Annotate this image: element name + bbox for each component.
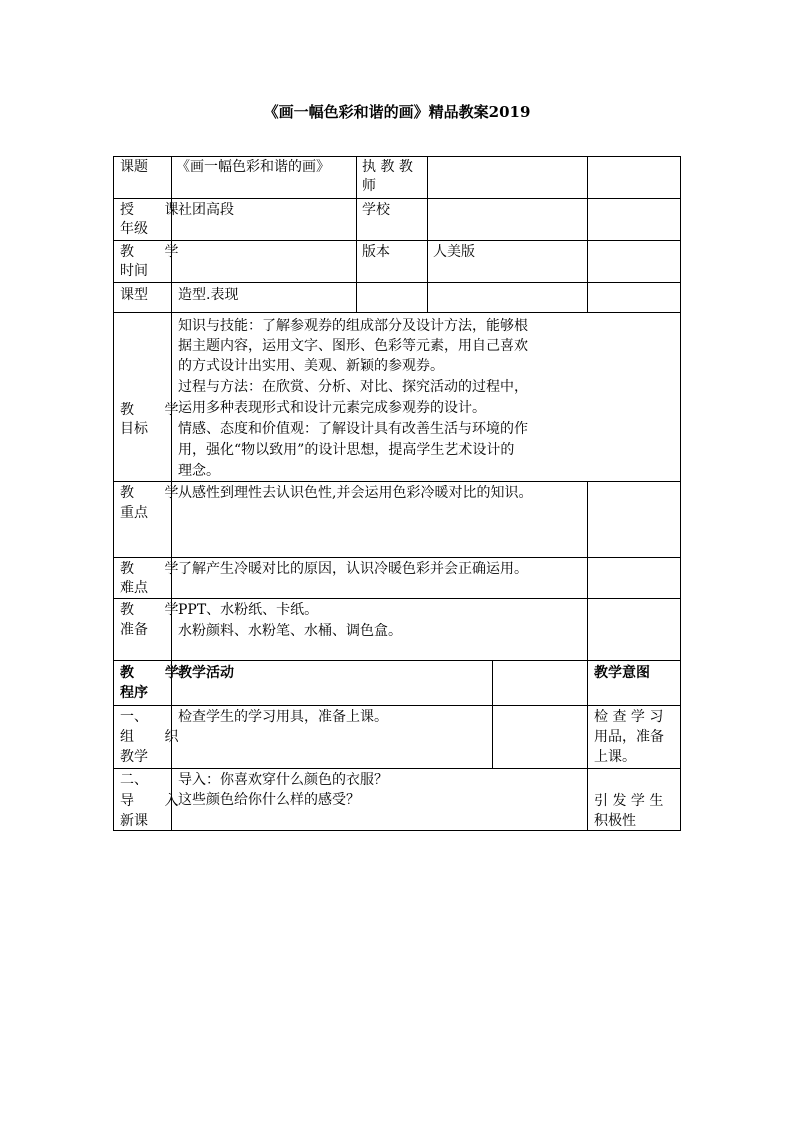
label-lesson-type: 课型 bbox=[120, 287, 148, 303]
difficulty-value: 了解产生冷暖对比的原因，认识冷暖色彩并会正确运用。 bbox=[178, 561, 528, 577]
stage-2-line1: 二、 bbox=[120, 772, 148, 788]
document-title: 《画一幅色彩和谐的画》精品教案2019 bbox=[263, 103, 531, 121]
label-objectives-line1: 教 学 bbox=[120, 402, 192, 418]
objective-line: 运用多种表现形式和设计元素完成参观券的设计。 bbox=[178, 400, 486, 416]
row-divider bbox=[113, 240, 681, 241]
label-edition: 版本 bbox=[362, 244, 390, 260]
column-divider bbox=[356, 156, 357, 312]
label-grade-line2: 年级 bbox=[120, 221, 148, 237]
row-divider bbox=[113, 312, 681, 313]
objective-line: 知识与技能：了解参观券的组成部分及设计方法，能够根 bbox=[178, 318, 528, 334]
stage-2-activity-line1: 导入：你喜欢穿什么颜色的衣服？ bbox=[178, 772, 388, 788]
row-divider bbox=[113, 282, 681, 283]
stage-2-line2: 导 入 bbox=[120, 793, 192, 809]
label-procedure-line2: 程序 bbox=[120, 685, 148, 701]
activity-header: 教学活动 bbox=[178, 665, 234, 681]
label-grade-line1: 授 课 bbox=[120, 202, 192, 218]
column-divider bbox=[427, 156, 428, 312]
label-preparation-line2: 准备 bbox=[120, 622, 148, 638]
label-school: 学校 bbox=[362, 202, 390, 218]
stage-2-activity-line2: 这些颜色给你什么样的感受？ bbox=[178, 792, 360, 808]
label-key-point-line2: 重点 bbox=[120, 505, 148, 521]
label-preparation-line1: 教 学 bbox=[120, 602, 192, 618]
stage-1-intent-line2: 用品，准备 bbox=[594, 729, 664, 745]
stage-1-activity: 检查学生的学习用具，准备上课。 bbox=[178, 709, 388, 725]
row-divider bbox=[113, 557, 681, 558]
grade-value: 社团高段 bbox=[178, 202, 234, 218]
row-divider bbox=[113, 768, 681, 769]
stage-1-line3: 教学 bbox=[120, 749, 148, 765]
preparation-line1: PPT、水粉纸、卡纸。 bbox=[178, 602, 319, 618]
objective-line: 据主题内容，运用文字、图形、色彩等元素，用自己喜欢 bbox=[178, 338, 528, 354]
label-time-line1: 教 学 bbox=[120, 244, 192, 260]
row-divider bbox=[113, 598, 681, 599]
row-divider bbox=[113, 198, 681, 199]
stage-2-line3: 新课 bbox=[120, 813, 148, 829]
label-key-point-line1: 教 学 bbox=[120, 485, 192, 501]
label-time-line2: 时间 bbox=[120, 263, 148, 279]
column-divider bbox=[492, 660, 493, 768]
stage-1-line2: 组 织 bbox=[120, 729, 192, 745]
label-procedure-line1: 教 学 bbox=[120, 665, 192, 681]
edition-value: 人美版 bbox=[433, 244, 475, 260]
objective-line: 的方式设计出实用、美观、新颖的参观券。 bbox=[178, 358, 444, 374]
lesson-type-value: 造型.表现 bbox=[178, 287, 239, 303]
stage-2-intent-line1: 引 发 学 生 bbox=[594, 793, 664, 809]
label-objectives-line2: 目标 bbox=[120, 421, 148, 437]
objective-line: 用，强化“物以致用”的设计思想，提高学生艺术设计的 bbox=[178, 442, 515, 458]
objective-line: 情感、态度和价值观：了解设计具有改善生活与环境的作 bbox=[178, 421, 528, 437]
label-teacher-line2: 师 bbox=[362, 178, 376, 194]
objective-line: 理念。 bbox=[178, 463, 220, 479]
label-difficulty-line1: 教 学 bbox=[120, 561, 192, 577]
stage-1-intent-line3: 上课。 bbox=[594, 749, 636, 765]
stage-1-line1: 一、 bbox=[120, 709, 148, 725]
stage-2-intent-line2: 积极性 bbox=[594, 813, 636, 829]
row-divider bbox=[113, 660, 681, 661]
row-divider bbox=[113, 481, 681, 482]
topic-value: 《画一幅色彩和谐的画》 bbox=[176, 159, 330, 175]
label-topic: 课题 bbox=[120, 159, 148, 175]
intent-header: 教学意图 bbox=[594, 665, 650, 681]
column-divider bbox=[587, 156, 588, 312]
row-divider bbox=[113, 705, 681, 706]
column-divider bbox=[587, 481, 588, 831]
stage-1-intent-line1: 检 查 学 习 bbox=[594, 709, 664, 725]
objective-line: 过程与方法：在欣赏、分析、对比、探究活动的过程中， bbox=[178, 379, 528, 395]
label-difficulty-line2: 难点 bbox=[120, 580, 148, 596]
preparation-line2: 水粉颜料、水粉笔、水桶、调色盒。 bbox=[178, 623, 402, 639]
key-point-value: 从感性到理性去认识色性,并会运用色彩冷暖对比的知识。 bbox=[178, 485, 533, 501]
label-teacher-line1: 执 教 教 bbox=[362, 159, 413, 175]
